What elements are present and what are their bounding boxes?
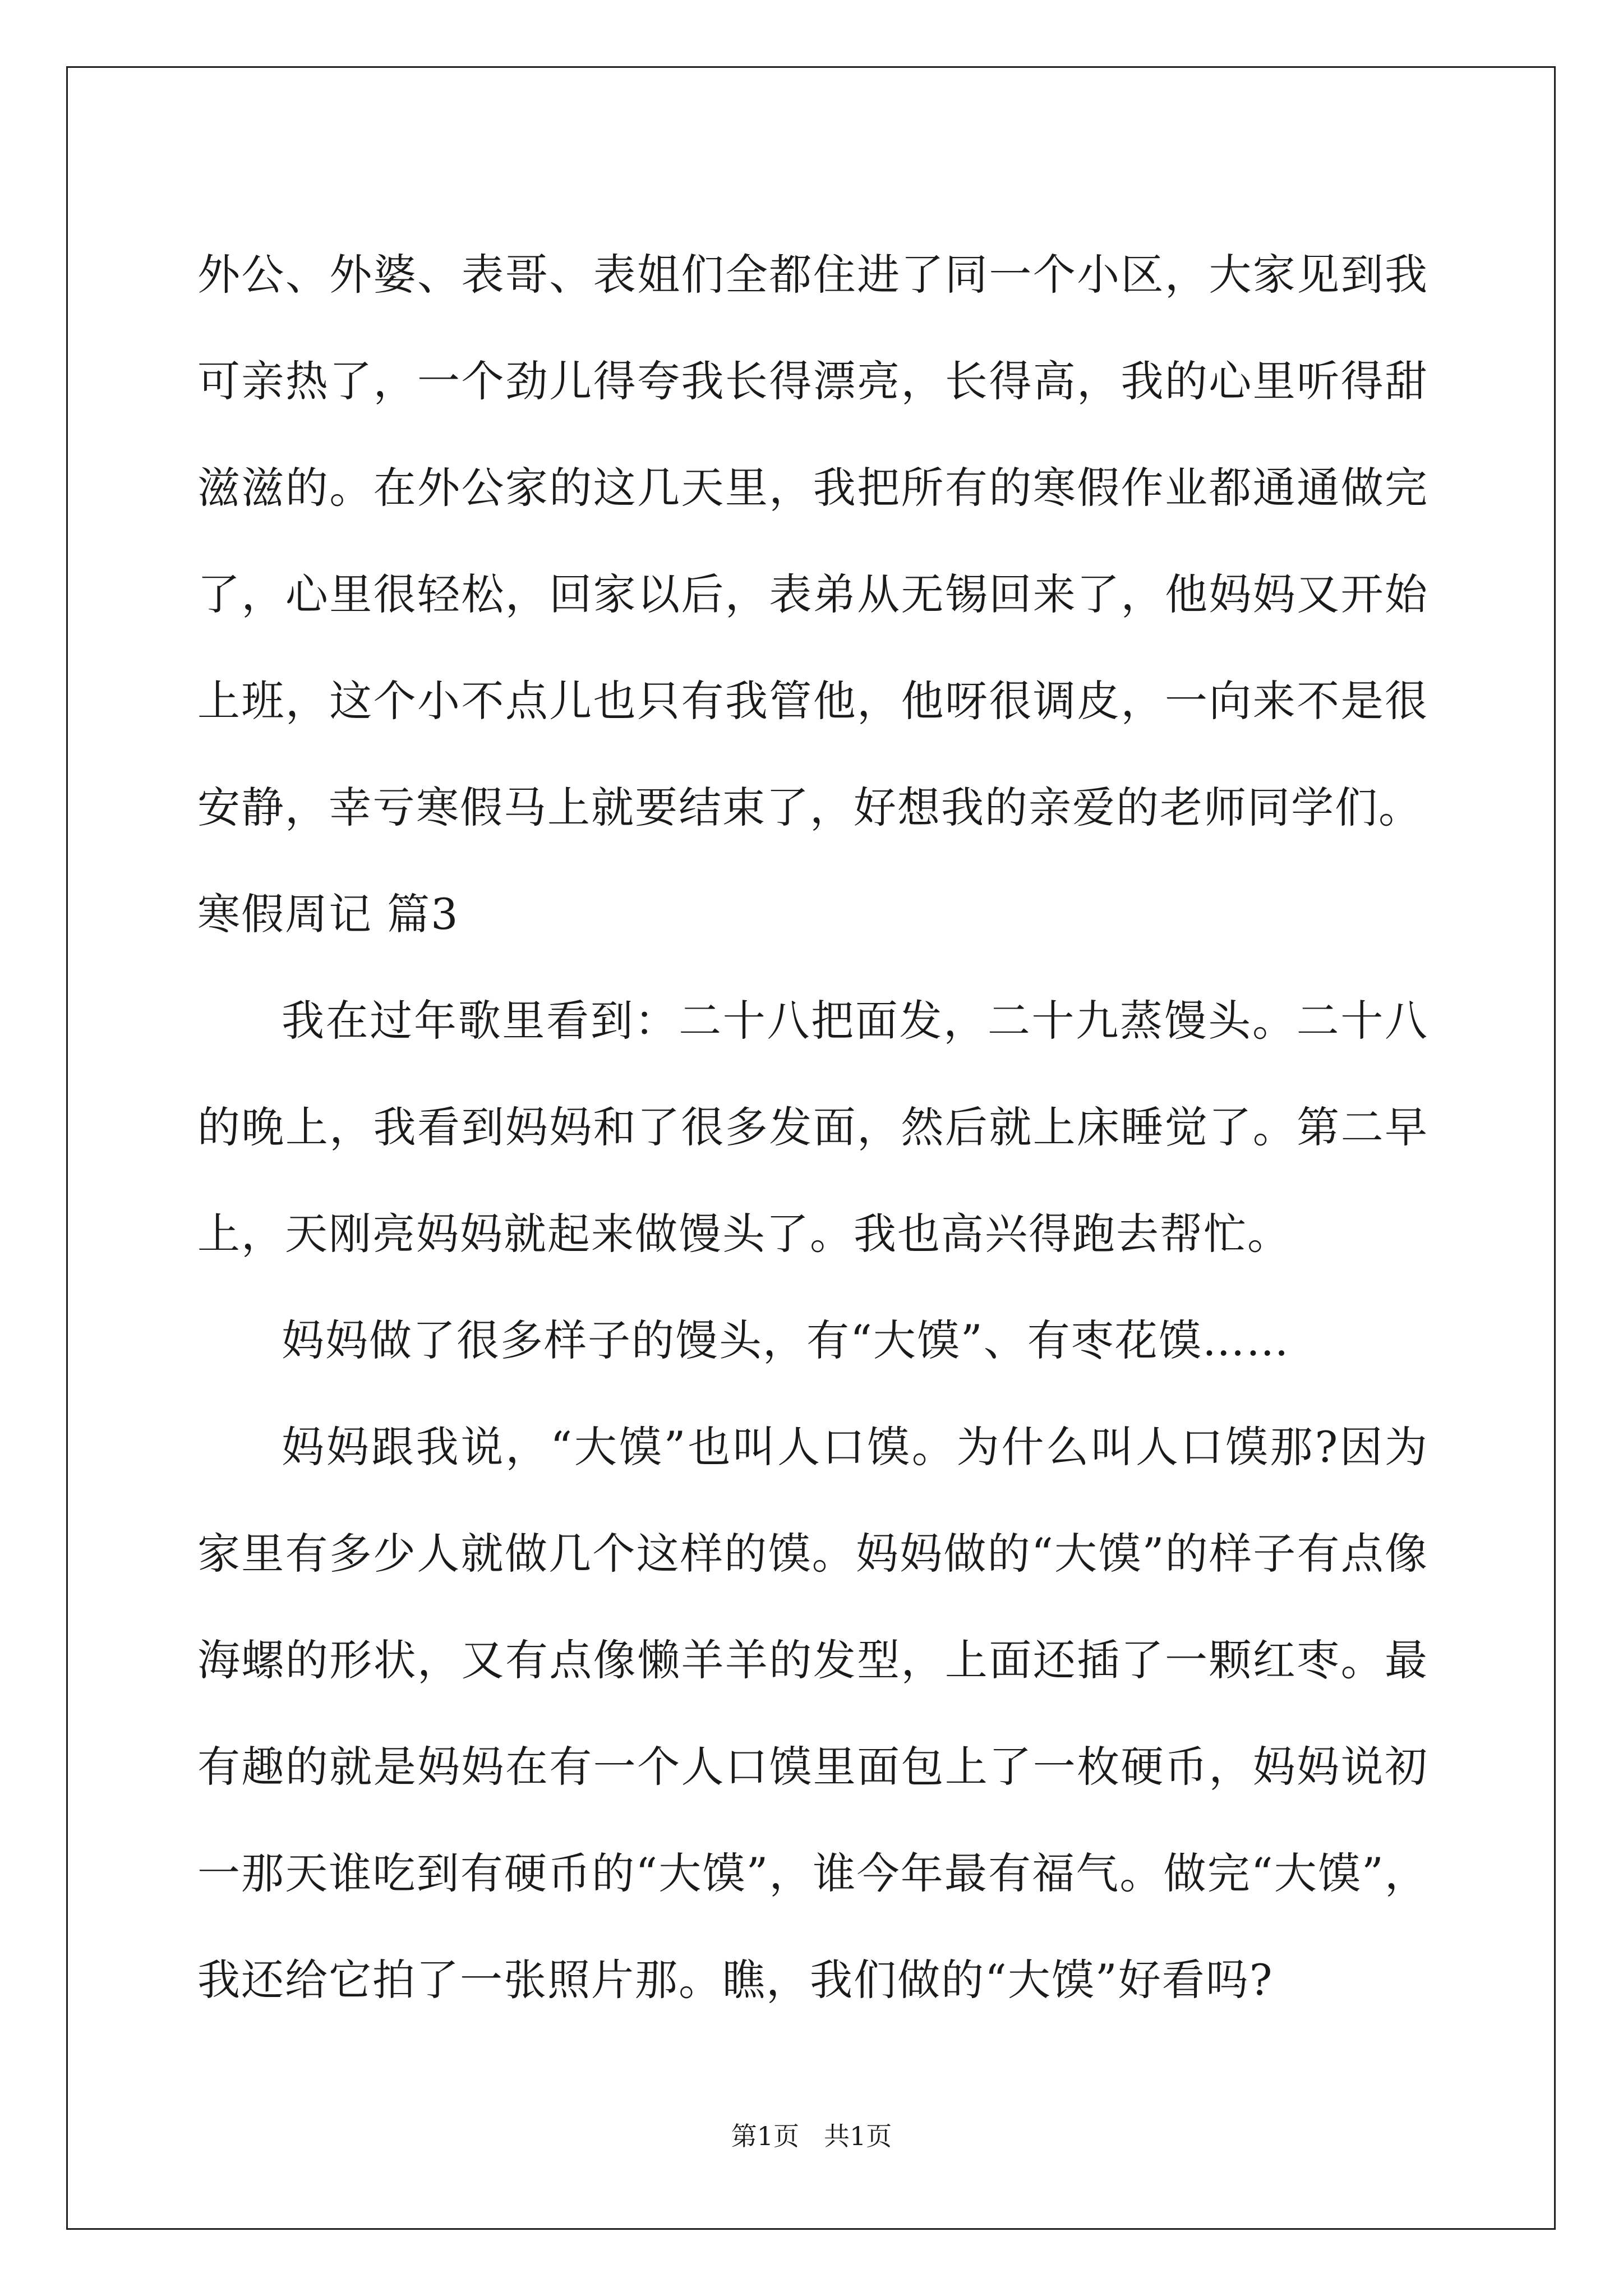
body-paragraph-1: 外公、外婆、表哥、表姐们全都住进了同一个小区，大家见到我可亲热了，一个劲儿得夸我长得漂亮，长得高，我的心里听得甜滋滋的。在外公家的这几天里，我把所有的寒假作业都通通做完了，心里很轻松，回家以后，表弟从无锡回来了，他妈妈又开始上班，这个小不点儿也只有我管他，他呀很调皮，一向来不是很安静，幸亏寒假马上就要结束了，好想我的亲爱的老师同学们。: [197, 250, 1428, 832]
section-paragraph-2: 妈妈做了很多样子的馒头，有“大馍”、有枣花馍……: [282, 1315, 1290, 1365]
section-paragraph-3: 妈妈跟我说，“大馍”也叫人口馍。为什么叫人口馍那?因为家里有多少人就做几个这样的馍。妈妈做的“大馍”的样子有点像海螺的形状，又有点像懒羊羊的发型，上面还插了一颗红枣。最有趣的就是妈妈在有一个人口馍里面包上了一枚硬币，妈妈说初一那天谁吃到有硬币的“大馍”，谁今年最有福气。做完“大馍”，我还给它拍了一张照片那。瞧，我们做的“大馍”好看吗?: [197, 1422, 1428, 2005]
section-paragraph-1: 我在过年歌里看到：二十八把面发，二十九蒸馒头。二十八的晚上，我看到妈妈和了很多发面，然后就上床睡觉了。第二早上，天刚亮妈妈就起来做馒头了。我也高兴得跑去帮忙。: [197, 996, 1428, 1259]
section-heading: 寒假周记 篇3: [197, 889, 459, 939]
document-body: [197, 222, 1428, 2033]
page-number: 第1页: [731, 2121, 800, 2151]
page-footer: [0, 2119, 1623, 2153]
footer-separator: [799, 2121, 824, 2151]
page-total: 共1页: [823, 2121, 892, 2151]
